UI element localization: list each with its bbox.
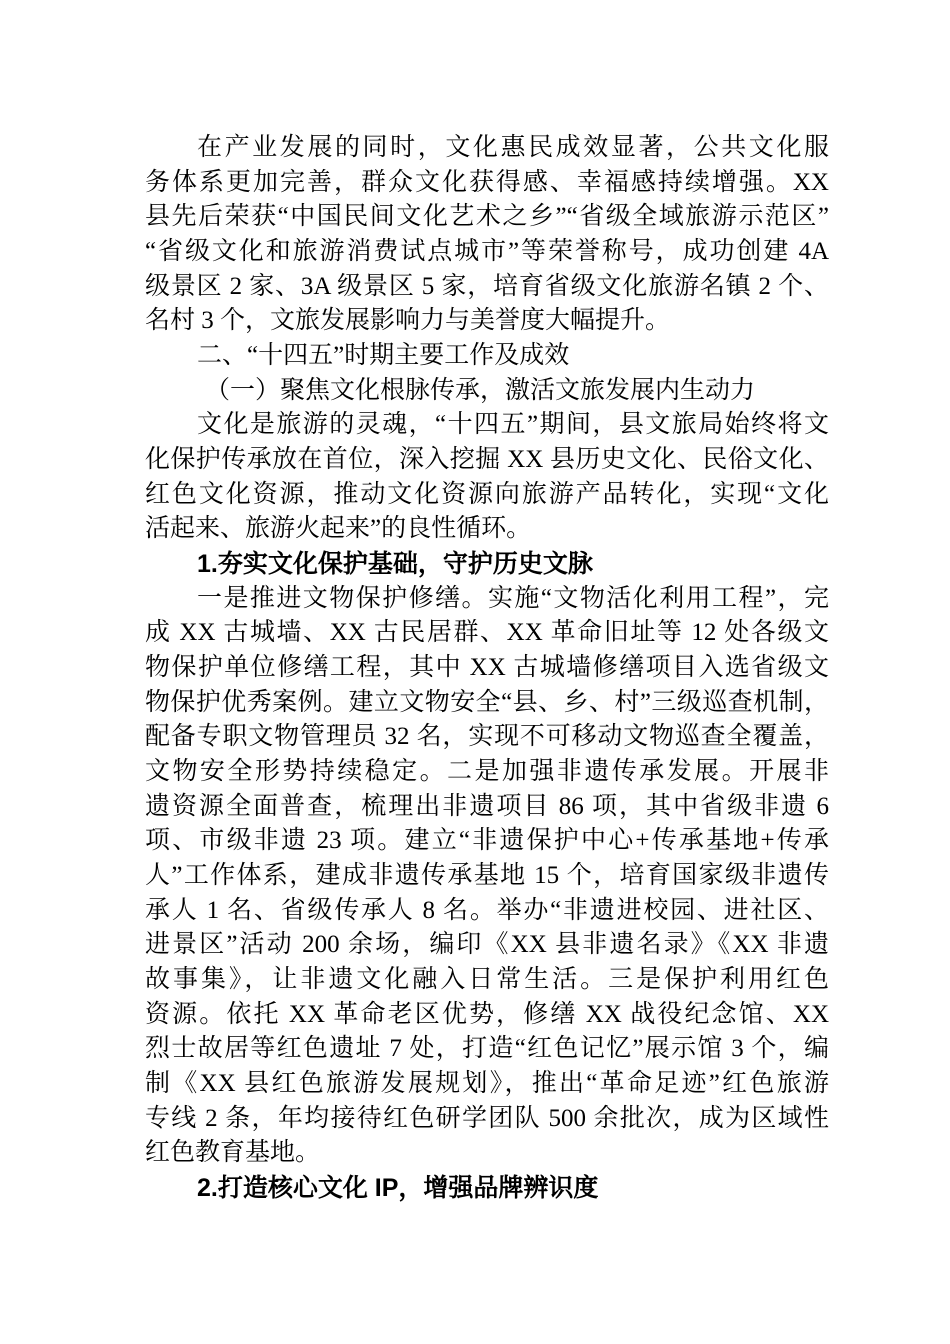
paragraph-line: 故事集》，让非遗文化融入日常生活。三是保护利用红色 — [145, 966, 829, 994]
paragraph-line: 活起来、旅游火起来”的良性循环。 — [145, 515, 532, 543]
paragraph-line: 红色教育基地。 — [145, 1139, 321, 1167]
document-body — [145, 131, 829, 1206]
paragraph-line: 资源。依托 XX 革命老区优势，修缮 XX 战役纪念馆、XX — [145, 1000, 829, 1028]
paragraph-line: 烈士故居等红色遗址 7 处，打造“红色记忆”展示馆 3 个，编 — [145, 1035, 829, 1063]
paragraph-line: 人”工作体系，建成非遗传承基地 15 个，培育国家级非遗传 — [145, 862, 829, 890]
paragraph-line: 级景区 2 家、3A 级景区 5 家，培育省级文化旅游名镇 2 个、 — [145, 272, 829, 300]
paragraph-line: 在产业发展的同时，文化惠民成效显著，公共文化服 — [197, 134, 829, 161]
paragraph-line: 文化是旅游的灵魂，“十四五”期间，县文旅局始终将文 — [197, 411, 829, 439]
paragraph-line: 专线 2 条，年均接待红色研学团队 500 余批次，成为区域性 — [145, 1104, 829, 1132]
paragraph-line: “省级文化和旅游消费试点城市”等荣誉称号，成功创建 4A — [145, 238, 829, 266]
paragraph-line: 名村 3 个，文旅发展影响力与美誉度大幅提升。 — [145, 307, 671, 335]
paragraph-line: 遗资源全面普查，梳理出非遗项目 86 项，其中省级非遗 6 — [145, 792, 829, 820]
paragraph-line: 务体系更加完善，群众文化获得感、幸福感持续增强。XX — [145, 168, 829, 196]
paragraph-line: 制《XX 县红色旅游发展规划》，推出“革命足迹”红色旅游 — [145, 1070, 829, 1098]
paragraph-line: 物保护优秀案例。建立文物安全“县、乡、村”三级巡查机制， — [145, 688, 829, 716]
paragraph-line: 县先后荣获“中国民间文化艺术之乡”“省级全域旅游示范区” — [145, 203, 829, 231]
paragraph-line: 成 XX 古城墙、XX 古民居群、XX 革命旧址等 12 处各级文 — [145, 619, 829, 647]
paragraph-line: 一是推进文物保护修缮。实施“文物活化利用工程”，完 — [197, 584, 829, 612]
item-heading: 2.打造核心文化 IP，增强品牌辨识度 — [197, 1174, 599, 1203]
paragraph-line: 配备专职文物管理员 32 名，实现不可移动文物巡查全覆盖， — [145, 723, 829, 751]
section-heading: 二、“十四五”时期主要工作及成效 — [197, 342, 570, 370]
paragraph-line: 化保护传承放在首位，深入挖掘 XX 县历史文化、民俗文化、 — [145, 446, 829, 474]
paragraph-line: 物保护单位修缮工程，其中 XX 古城墙修缮项目入选省级文 — [145, 654, 829, 682]
item-heading: 1.夯实文化保护基础，守护历史文脉 — [197, 550, 593, 579]
paragraph-line: 文物安全形势持续稳定。二是加强非遗传承发展。开展非 — [145, 758, 829, 786]
paragraph-line: 承人 1 名、省级传承人 8 名。举办“非遗进校园、进社区、 — [145, 896, 829, 924]
paragraph-line: 项、市级非遗 23 项。建立“非遗保护中心+传承基地+传承 — [145, 827, 829, 855]
subsection-heading: （一）聚焦文化根脉传承，激活文旅发展内生动力 — [205, 376, 756, 404]
paragraph-line: 进景区”活动 200 余场，编印《XX 县非遗名录》《XX 非遗 — [145, 931, 829, 959]
paragraph-line: 红色文化资源，推动文化资源向旅游产品转化，实现“文化 — [145, 480, 829, 508]
